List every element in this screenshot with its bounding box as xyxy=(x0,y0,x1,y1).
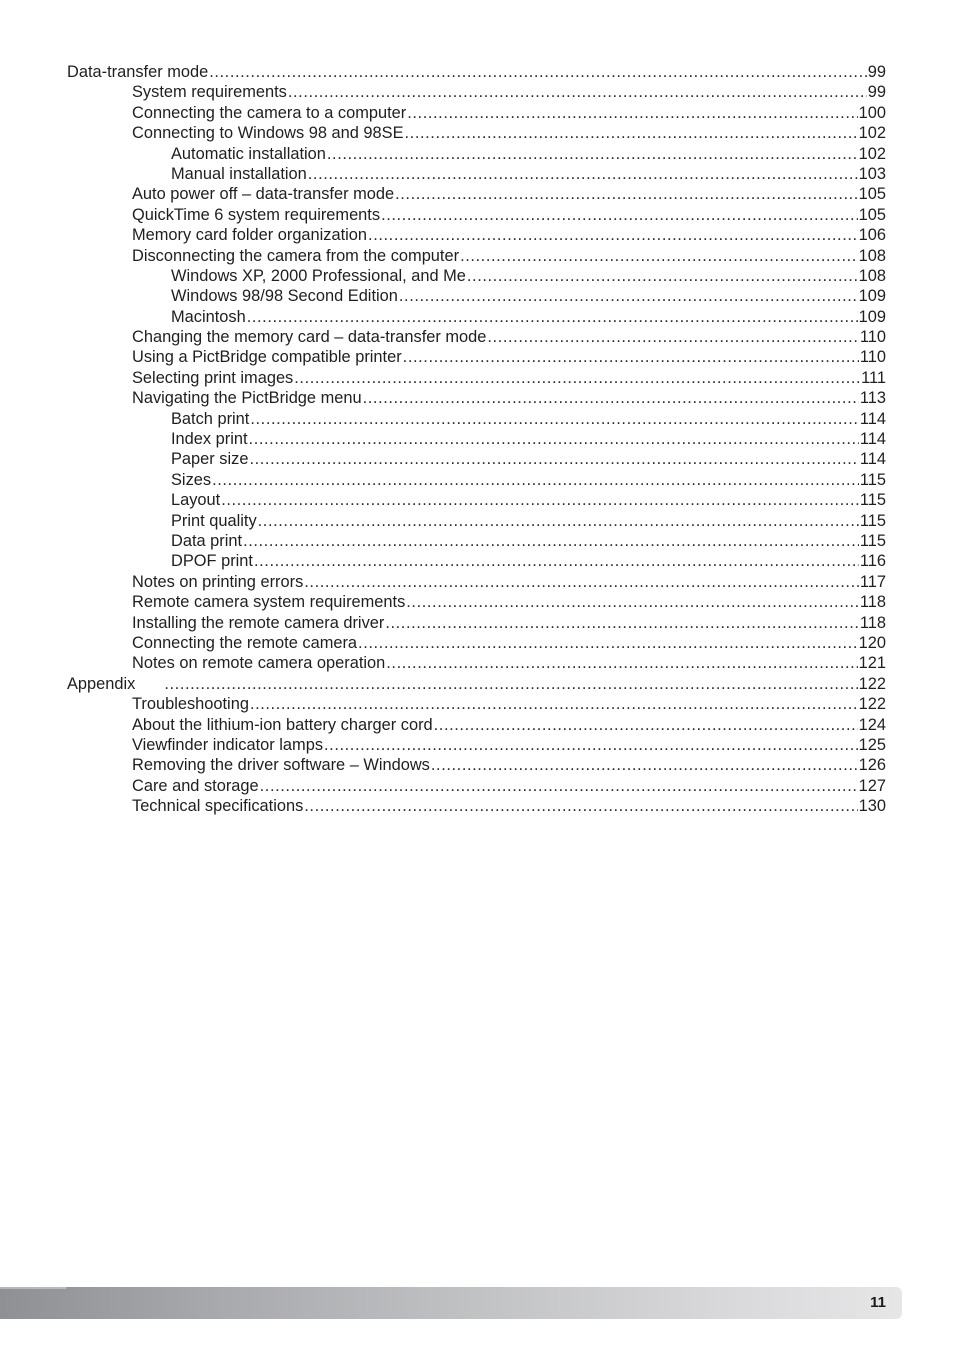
toc-leader-dots xyxy=(209,62,867,82)
toc-leader-dots xyxy=(288,82,867,102)
toc-entry-title: Data print xyxy=(171,531,243,550)
toc-entry-page: 102 xyxy=(858,144,886,163)
toc-entry-page: 110 xyxy=(859,328,886,347)
toc-leader-dots xyxy=(460,246,858,266)
toc-entry-page: 118 xyxy=(859,613,886,632)
toc-entry[interactable] xyxy=(0,449,886,469)
toc-entry-page: 105 xyxy=(858,205,886,224)
toc-leader-dots xyxy=(487,327,858,347)
toc-entry-title: Paper size xyxy=(171,450,249,469)
toc-entry-title: Selecting print images xyxy=(132,368,294,387)
toc-leader-dots xyxy=(327,144,858,164)
toc-leader-dots xyxy=(308,164,858,184)
toc-entry[interactable] xyxy=(0,307,886,327)
toc-entry[interactable] xyxy=(0,184,886,204)
toc-entry[interactable] xyxy=(0,551,886,571)
toc-entry-title: Layout xyxy=(171,491,221,510)
toc-entry-page: 108 xyxy=(858,246,886,265)
toc-entry[interactable] xyxy=(0,694,886,714)
toc-entry-page: 122 xyxy=(858,695,886,714)
toc-entry[interactable] xyxy=(0,511,886,531)
toc-leader-dots xyxy=(258,511,859,531)
toc-leader-dots xyxy=(247,307,858,327)
toc-entry[interactable] xyxy=(0,225,886,245)
toc-leader-dots xyxy=(386,653,857,673)
toc-entry-title: Notes on printing errors xyxy=(132,572,304,591)
toc-entry-title: Troubleshooting xyxy=(132,695,249,714)
toc-entry[interactable] xyxy=(0,490,886,510)
toc-leader-dots xyxy=(250,694,858,714)
toc-entry-title: Data-transfer mode xyxy=(67,63,209,81)
toc-entry-title: Index print xyxy=(171,430,248,449)
toc-entry[interactable] xyxy=(0,388,886,408)
toc-leader-dots xyxy=(304,572,859,592)
toc-entry-title: Disconnecting the camera from the computer xyxy=(132,246,460,265)
table-of-contents xyxy=(0,62,954,816)
toc-entry-title: Viewfinder indicator lamps xyxy=(132,735,324,754)
toc-entry-title: Navigating the PictBridge menu xyxy=(132,389,362,408)
toc-entry-page: 113 xyxy=(859,389,886,408)
toc-entry[interactable] xyxy=(0,246,886,266)
toc-leader-dots xyxy=(254,551,859,571)
toc-entry[interactable] xyxy=(0,633,886,653)
toc-entry-title: Windows 98/98 Second Edition xyxy=(171,287,398,306)
toc-entry-page: 121 xyxy=(858,654,886,673)
toc-entry-title: Batch print xyxy=(171,409,250,428)
toc-entry-title: About the lithium-ion battery charger cord xyxy=(132,715,433,734)
toc-entry-page: 115 xyxy=(859,470,886,489)
toc-entry[interactable] xyxy=(0,205,886,225)
toc-entry[interactable] xyxy=(0,286,886,306)
toc-leader-dots xyxy=(385,613,859,633)
toc-entry-page: 124 xyxy=(858,715,886,734)
toc-entry[interactable] xyxy=(0,715,886,735)
toc-leader-dots xyxy=(399,286,858,306)
toc-leader-dots xyxy=(406,592,859,612)
toc-entry-title: Technical specifications xyxy=(132,797,304,816)
toc-entry[interactable] xyxy=(0,572,886,592)
toc-leader-dots xyxy=(304,796,857,816)
toc-entry-page: 114 xyxy=(859,409,886,428)
toc-entry[interactable] xyxy=(0,123,886,143)
toc-entry-page: 116 xyxy=(859,552,886,571)
toc-entry-page: 110 xyxy=(859,348,886,367)
toc-leader-dots xyxy=(407,103,857,123)
toc-entry-title: QuickTime 6 system requirements xyxy=(132,205,381,224)
toc-entry-title: Changing the memory card – data-transfer mode xyxy=(132,328,487,347)
toc-entry-title: Appendix xyxy=(67,674,136,693)
toc-leader-dots xyxy=(434,715,858,735)
toc-entry-page: 99 xyxy=(867,83,886,102)
toc-entry[interactable] xyxy=(0,776,886,796)
toc-entry-page: 122 xyxy=(858,674,886,693)
page-number: 11 xyxy=(870,1294,886,1311)
toc-entry-page: 109 xyxy=(858,307,886,326)
toc-leader-dots xyxy=(363,388,859,408)
toc-entry-title: Connecting the remote camera xyxy=(132,633,358,652)
toc-entry[interactable] xyxy=(0,653,886,673)
toc-entry[interactable] xyxy=(0,735,886,755)
toc-entry-page: 99 xyxy=(867,63,886,81)
toc-entry[interactable] xyxy=(0,164,886,184)
toc-leader-dots xyxy=(250,409,859,429)
toc-entry-page: 114 xyxy=(859,430,886,449)
toc-entry-title: Automatic installation xyxy=(171,144,326,163)
toc-entry-page: 127 xyxy=(858,776,886,795)
toc-leader-dots xyxy=(368,225,858,245)
toc-entry-title: DPOF print xyxy=(171,552,253,571)
toc-entry[interactable] xyxy=(0,266,886,286)
toc-entry-title: Connecting to Windows 98 and 98SE xyxy=(132,124,404,143)
toc-leader-dots xyxy=(431,755,858,775)
toc-entry[interactable] xyxy=(0,62,886,82)
toc-entry-title: Using a PictBridge compatible printer xyxy=(132,348,402,367)
toc-entry-page: 126 xyxy=(858,756,886,775)
toc-entry[interactable] xyxy=(0,368,886,388)
toc-entry-title: Remote camera system requirements xyxy=(132,593,406,612)
toc-entry[interactable] xyxy=(0,674,886,694)
toc-leader-dots xyxy=(381,205,858,225)
toc-leader-dots xyxy=(164,674,857,694)
toc-entry[interactable] xyxy=(0,613,886,633)
toc-entry[interactable] xyxy=(0,409,886,429)
toc-entry-title: Care and storage xyxy=(132,776,259,795)
toc-leader-dots xyxy=(467,266,858,286)
toc-entry-page: 102 xyxy=(858,124,886,143)
toc-entry-title: Installing the remote camera driver xyxy=(132,613,385,632)
toc-entry-page: 115 xyxy=(859,511,886,530)
toc-entry[interactable] xyxy=(0,327,886,347)
toc-entry-title: Macintosh xyxy=(171,307,246,326)
toc-entry-page: 105 xyxy=(858,185,886,204)
toc-leader-dots xyxy=(212,470,859,490)
toc-leader-dots xyxy=(243,531,859,551)
toc-entry-title: Removing the driver software – Windows xyxy=(132,756,430,775)
toc-leader-dots xyxy=(405,123,858,143)
toc-entry[interactable] xyxy=(0,531,886,551)
toc-entry-page: 106 xyxy=(858,226,886,245)
toc-leader-dots xyxy=(358,633,858,653)
toc-entry-page: 118 xyxy=(859,593,886,612)
toc-entry[interactable] xyxy=(0,755,886,775)
toc-entry-page: 109 xyxy=(858,287,886,306)
toc-leader-dots xyxy=(403,347,859,367)
toc-entry[interactable] xyxy=(0,144,886,164)
toc-entry-page: 115 xyxy=(859,491,886,510)
toc-entry-page: 117 xyxy=(859,572,886,591)
toc-entry-title: Sizes xyxy=(171,470,212,489)
toc-entry-title: Manual installation xyxy=(171,164,307,183)
footer-bar xyxy=(0,1287,902,1319)
toc-entry[interactable] xyxy=(0,82,886,102)
toc-entry-title: Memory card folder organization xyxy=(132,226,368,245)
toc-leader-dots xyxy=(221,490,859,510)
toc-entry-page: 111 xyxy=(861,368,886,387)
toc-entry[interactable] xyxy=(0,470,886,490)
toc-entry-page: 114 xyxy=(859,450,886,469)
toc-entry-page: 120 xyxy=(858,633,886,652)
toc-leader-dots xyxy=(249,429,859,449)
toc-leader-dots xyxy=(395,184,858,204)
toc-entry-page: 125 xyxy=(858,735,886,754)
toc-entry[interactable] xyxy=(0,429,886,449)
toc-entry-page: 108 xyxy=(858,266,886,285)
toc-entry-title: Connecting the camera to a computer xyxy=(132,103,407,122)
toc-entry-title: Windows XP, 2000 Professional, and Me xyxy=(171,266,466,285)
toc-entry-page: 100 xyxy=(858,103,886,122)
toc-entry[interactable] xyxy=(0,103,886,123)
toc-leader-dots xyxy=(294,368,860,388)
toc-entry-page: 115 xyxy=(859,531,886,550)
toc-entry-title: Print quality xyxy=(171,511,257,530)
toc-entry-title: Auto power off – data-transfer mode xyxy=(132,185,395,204)
toc-entry[interactable] xyxy=(0,796,886,816)
toc-entry-page: 130 xyxy=(858,797,886,816)
toc-leader-dots xyxy=(260,776,858,796)
toc-entry[interactable] xyxy=(0,592,886,612)
toc-leader-dots xyxy=(249,449,858,469)
toc-leader-dots xyxy=(324,735,858,755)
toc-entry-title: System requirements xyxy=(132,83,287,102)
toc-entry-title: Notes on remote camera operation xyxy=(132,654,386,673)
toc-entry-page: 103 xyxy=(858,164,886,183)
toc-entry[interactable] xyxy=(0,347,886,367)
